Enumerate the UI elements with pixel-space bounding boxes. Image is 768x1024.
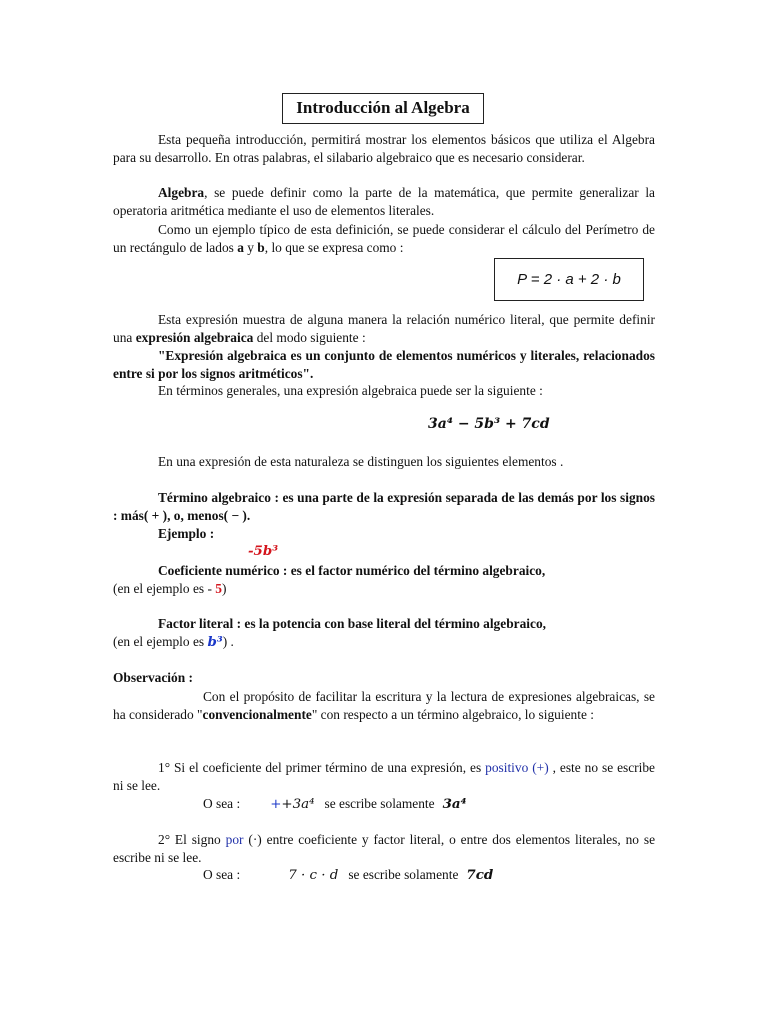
- literal-definition: Factor literal : es la potencia con base literal del término algebraico, (en el ejemplo es b³) .: [113, 616, 546, 650]
- example-label: Ejemplo :: [158, 526, 215, 541]
- page-title: Introducción al Algebra: [282, 93, 484, 124]
- coefficient-definition: Coeficiente numérico : es el factor numérico del término algebraico, (en el ejemplo es - 5): [113, 563, 546, 596]
- perimeter-formula: P = 2 · a + 2 · b: [494, 258, 644, 301]
- observation-label: Observación :: [113, 670, 193, 685]
- general-expression-intro: En términos generales, una expresión algebraica puede ser la siguiente :: [158, 383, 543, 398]
- term-definition: Término algebraico : es una parte de la expresión separada de las demás por los signos : más( + ), o, menos( − ).: [113, 490, 655, 523]
- algebra-definition: Algebra, se puede definir como la parte de la matemática, que permite generalizar la operatoria aritmética mediante el uso de elementos literales.: [113, 185, 655, 218]
- coefficient-value: 5: [215, 580, 222, 596]
- rule-2: 2° El signo por (·) entre coeficiente y factor literal, o entre dos elementos literales, no se escribe ni se lee.: [113, 832, 656, 865]
- rule-1: 1° Si el coeficiente del primer término de una expresión, es positivo (+) , este no se escribe ni se lee.: [113, 760, 655, 793]
- intro-paragraph: Esta pequeña introducción, permitirá mostrar los elementos básicos que utiliza el Algebra para su desarrollo. En otras palabras, el silabario algebraico que es necesario considerar.: [113, 132, 655, 165]
- example-term: -5b³: [248, 543, 279, 559]
- elements-intro: En una expresión de esta naturaleza se distinguen los siguientes elementos .: [158, 454, 564, 469]
- general-expression: 3a⁴ − 5b³ + 7cd: [428, 416, 550, 432]
- rule-2-example: O sea : 7 · c · d se escribe solamente 7cd: [203, 867, 494, 883]
- literal-value: b³: [207, 633, 223, 650]
- observation-paragraph: Con el propósito de facilitar la escritura y la lectura de expresiones algebraicas, se ha considerado "convencionalmente" con respecto a un término algebraico, lo siguiente :: [113, 689, 655, 722]
- rule-1-example: O sea : ++3a⁴ se escribe solamente 3a⁴: [203, 796, 467, 812]
- example-intro: Como un ejemplo típico de esta definición, se puede considerar el cálculo del Perímetro de un rectángulo de lados a y b, lo que se expresa como :: [113, 222, 655, 255]
- algebraic-expression-definition: "Expresión algebraica es un conjunto de elementos numéricos y literales, relacionados entre si por los signos aritméticos".: [113, 348, 655, 381]
- expression-intro: Esta expresión muestra de alguna manera la relación numérico literal, que permite definir una expresión algebraica del modo siguiente :: [113, 312, 655, 345]
- algebra-term: Algebra: [158, 185, 205, 200]
